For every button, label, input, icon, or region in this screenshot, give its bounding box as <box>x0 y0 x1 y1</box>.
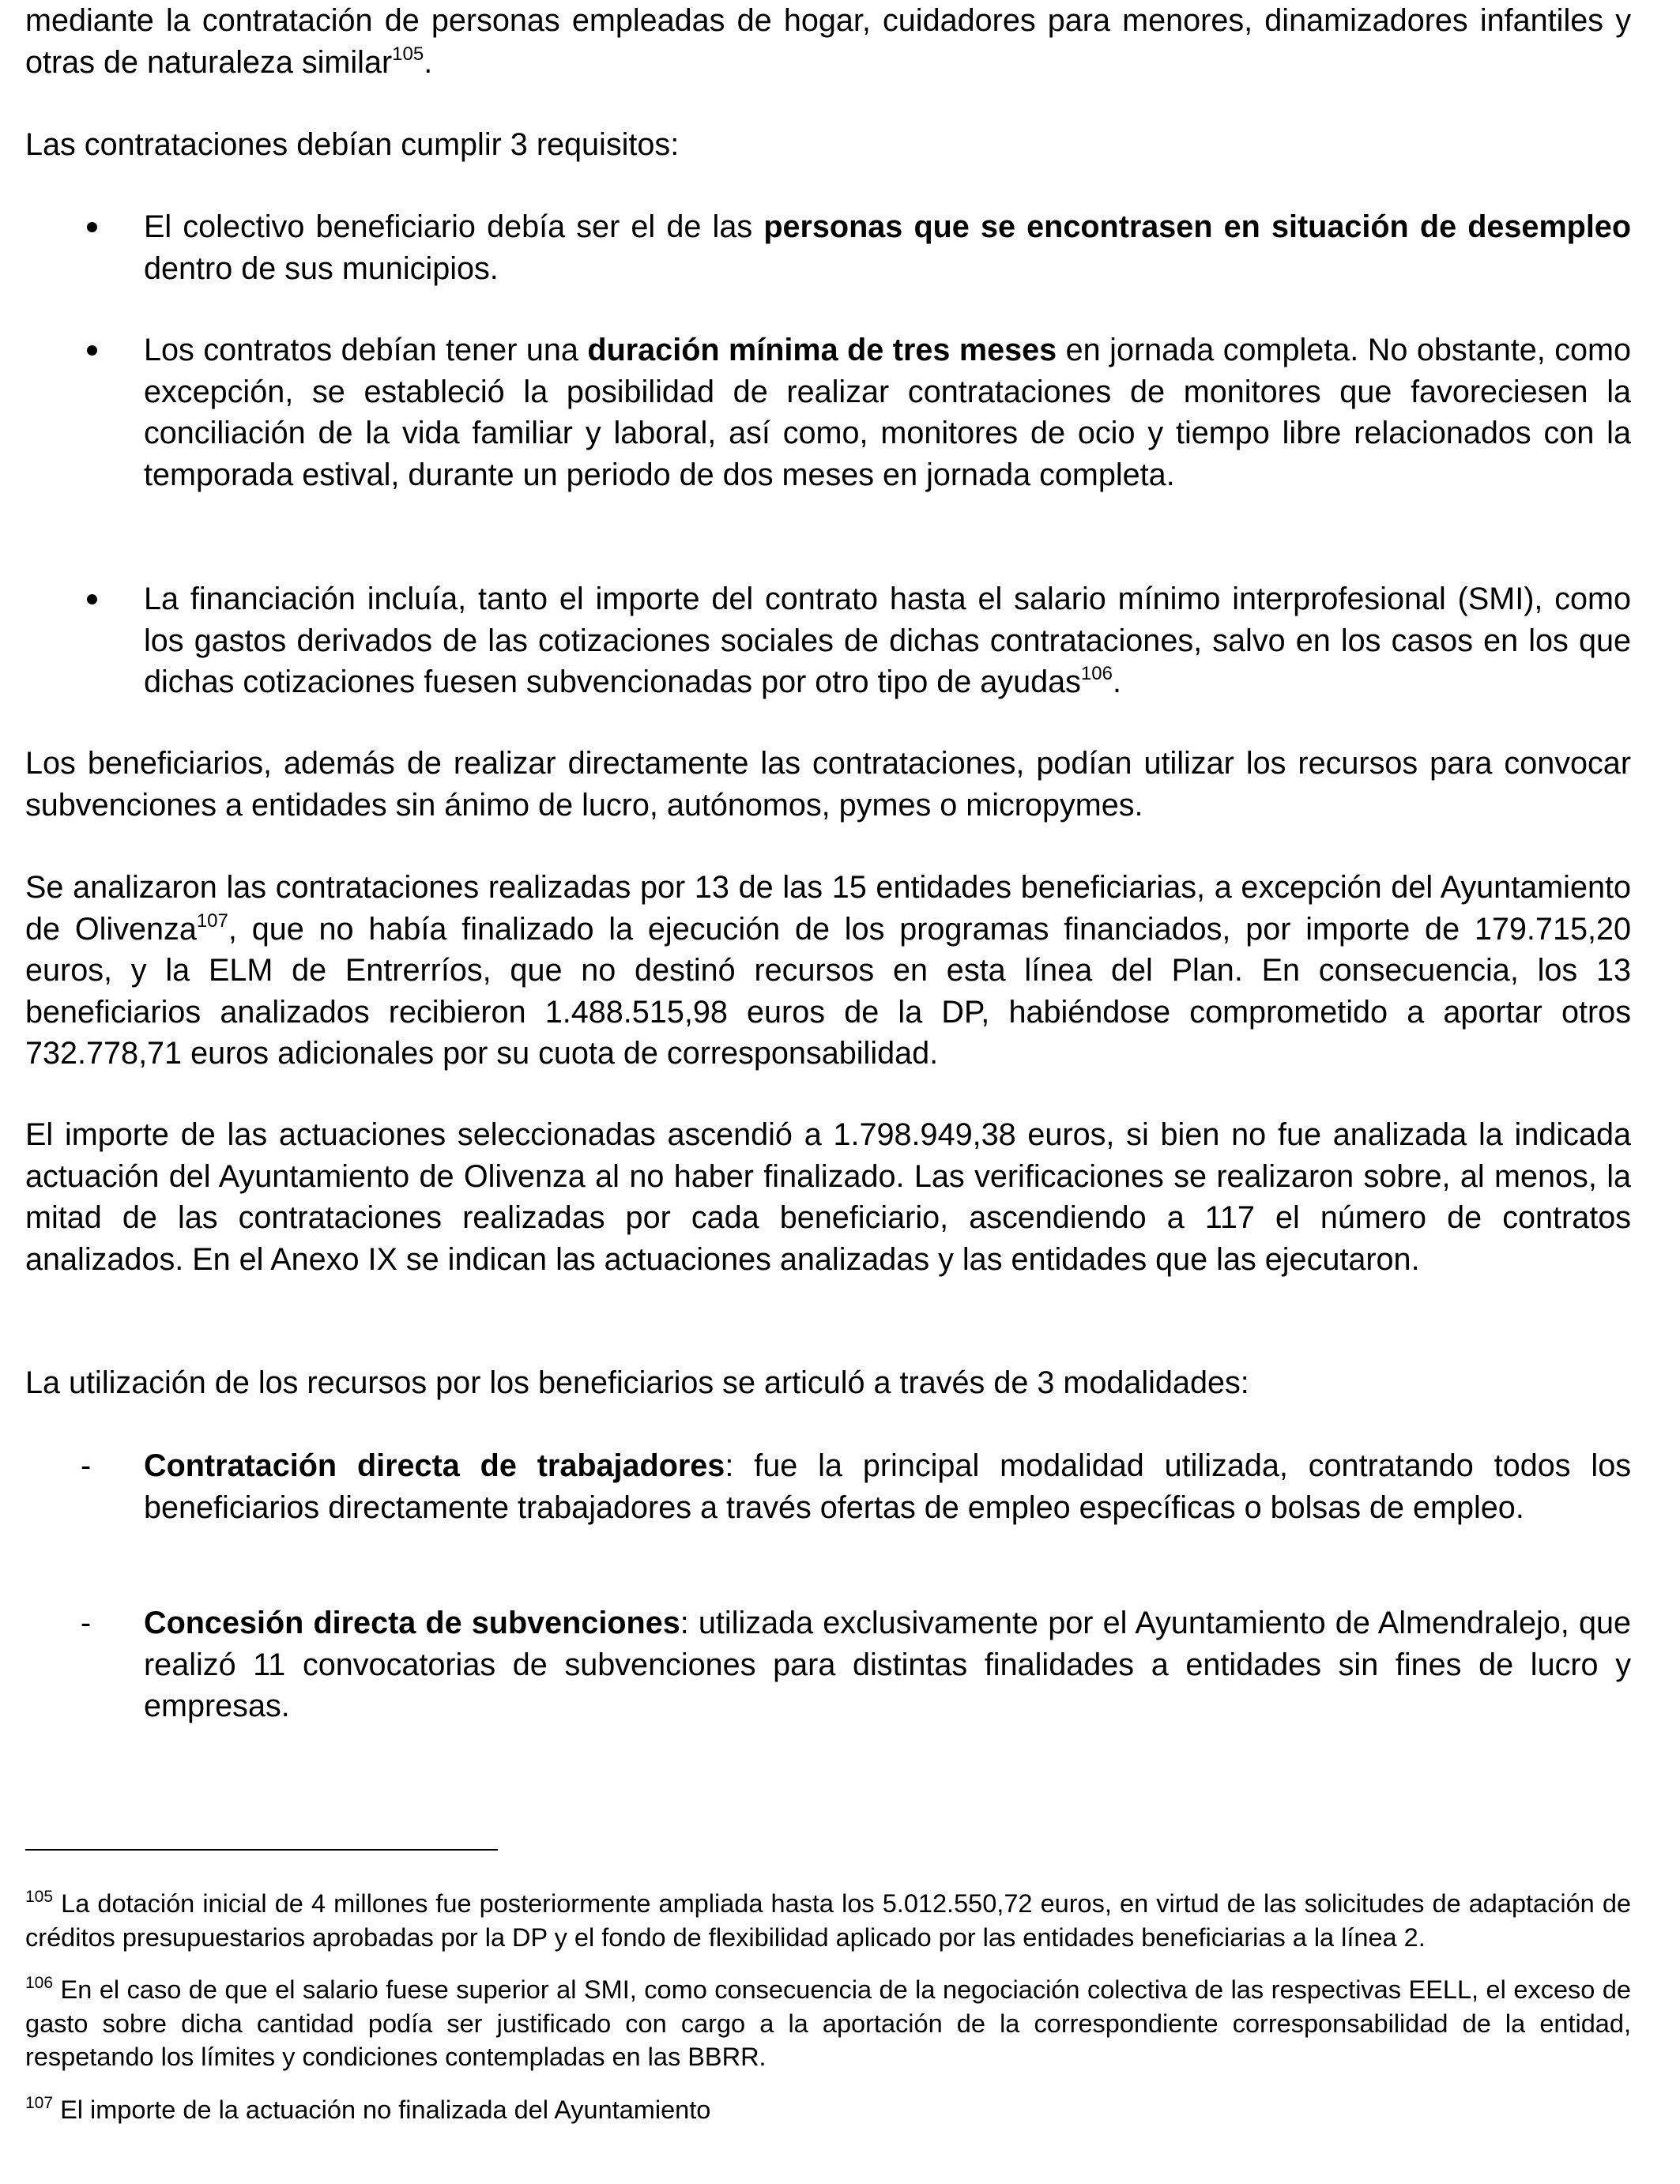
list-item-bold: Contratación directa de trabajadores <box>144 1448 725 1483</box>
footnote-number: 105 <box>25 1888 54 1906</box>
paragraph-text: . <box>424 44 433 80</box>
requirements-list <box>25 206 1631 289</box>
list-item-text: dentro de sus municipios. <box>144 250 499 286</box>
modalities-list <box>25 1445 1631 1528</box>
footnote-text: El importe de la actuación no finalizada del Ayuntamiento <box>53 2095 711 2124</box>
list-item <box>25 206 1631 289</box>
paragraph-contratacion-intro <box>25 0 1631 83</box>
paragraph-requisitos: Las contrataciones debían cumplir 3 requisitos: <box>25 127 680 162</box>
list-item-text: La financiación incluía, tanto el importe del contrato hasta el salario mínimo interprofesional (SMI), como los gastos derivados de las cotizaciones sociales de dichas contrataciones, salvo en los casos en los que dichas cotizaciones fuesen subvencionadas por otro tipo de ayudas <box>144 582 1631 699</box>
list-item-text: . <box>1112 665 1121 699</box>
footnote-106 <box>25 1973 1631 2074</box>
list-item-text: Los contratos debían tener una <box>144 333 588 367</box>
list-item-text: : utilizada exclusivamente por el Ayuntamiento de Almendralejo, que realizó 11 convocatorias de subvenciones para distintas finalidades a entidades sin fines de lucro y empresas. <box>144 1606 1631 1723</box>
footnote-separator <box>25 1849 498 1851</box>
footnote-ref-107[interactable]: 107 <box>196 909 228 932</box>
list-item-text: en jornada completa. No obstante, como excepción, se estableció la posibilidad de realizar contrataciones de monitores que favoreciesen la conciliación de la vida familiar y laboral, así como, monitores de ocio y tiempo libre relacionados con la temporada estival, durante un periodo de dos meses en jornada completa. <box>144 333 1632 492</box>
footnote-number: 106 <box>25 1974 54 1992</box>
paragraph-modalidades: La utilización de los recursos por los beneficiarios se articuló a través de 3 modalidades: <box>25 1365 1249 1400</box>
requirements-list <box>25 578 1631 703</box>
list-item-bold: Concesión directa de subvenciones <box>144 1606 680 1640</box>
footnote-ref-106[interactable]: 106 <box>1080 663 1113 684</box>
dash-marker: - <box>81 1448 92 1483</box>
footnote-ref-105[interactable]: 105 <box>392 43 424 65</box>
footnote-number: 107 <box>25 2093 54 2112</box>
requirements-list <box>25 329 1631 495</box>
footnote-107 <box>25 2093 1631 2127</box>
list-item <box>25 578 1631 703</box>
list-item <box>25 1445 1631 1528</box>
footnotes <box>25 1887 1631 2126</box>
modalities-list <box>25 1602 1631 1727</box>
list-item-bold: personas que se encontrasen en situación de desempleo <box>763 209 1631 244</box>
list-item-text: El colectivo beneficiario debía ser el de las <box>144 209 764 244</box>
paragraph-analisis <box>25 867 1631 1075</box>
dash-marker: - <box>81 1606 92 1640</box>
list-item <box>25 329 1631 495</box>
paragraph-beneficiarios: Los beneficiarios, además de realizar directamente las contrataciones, podían utilizar los recursos para convocar subvenciones a entidades sin ánimo de lucro, autónomos, pymes o micropymes. <box>25 746 1631 823</box>
footnote-text: La dotación inicial de 4 millones fue posteriormente ampliada hasta los 5.012.550,72 euros, en virtud de las solicitudes de adaptación de créditos presupuestarios aprobadas por la DP y el fondo de flexibilidad aplicado por las entidades beneficiarias a la línea 2. <box>25 1889 1631 1952</box>
footnote-text: En el caso de que el salario fuese superior al SMI, como consecuencia de la negociación colectiva de las respectivas EELL, el exceso de gasto sobre dicha cantidad podía ser justificado con cargo a la aportación de la correspondiente corresponsabilidad de la entidad, respetando los límites y condiciones contempladas en las BBRR. <box>25 1975 1631 2071</box>
paragraph-text: , que no había finalizado la ejecución de los programas financiados, por importe de 179.715,20 euros, y la ELM de Entrerríos, que no destinó recursos en esta línea del Plan. En consecuencia, los 13 beneficiarios analizados recibieron 1.488.515,98 euros de la DP, habiéndose comprometido a aportar otros 732.778,71 euros adicionales por su cuota de corresponsabilidad. <box>25 911 1631 1071</box>
list-item <box>25 1602 1631 1727</box>
list-item-bold: duración mínima de tres meses <box>587 333 1057 367</box>
footnote-105 <box>25 1887 1631 1954</box>
paragraph-importe: El importe de las actuaciones seleccionadas ascendió a 1.798.949,38 euros, si bien no fue analizada la indicada actuación del Ayuntamiento de Olivenza al no haber finalizado. Las verificaciones se realizaron sobre, al menos, la mitad de las contrataciones realizadas por cada beneficiario, ascendiendo a 117 el número de contratos analizados. En el Anexo IX se indican las actuaciones analizadas y las entidades que las ejecutaron. <box>25 1117 1631 1277</box>
list-item-text: : fue la principal modalidad utilizada, contratando todos los beneficiarios directamente trabajadores a través ofertas de empleo específicas o bolsas de empleo. <box>144 1448 1632 1525</box>
paragraph-text: mediante la contratación de personas empleadas de hogar, cuidadores para menores, dinamizadores infantiles y otras de naturaleza similar <box>25 3 1631 80</box>
paragraph-text: Se analizaron las contrataciones realizadas por 13 de las 15 entidades beneficiarias, a excepción del Ayuntamiento de Olivenza <box>25 870 1631 947</box>
